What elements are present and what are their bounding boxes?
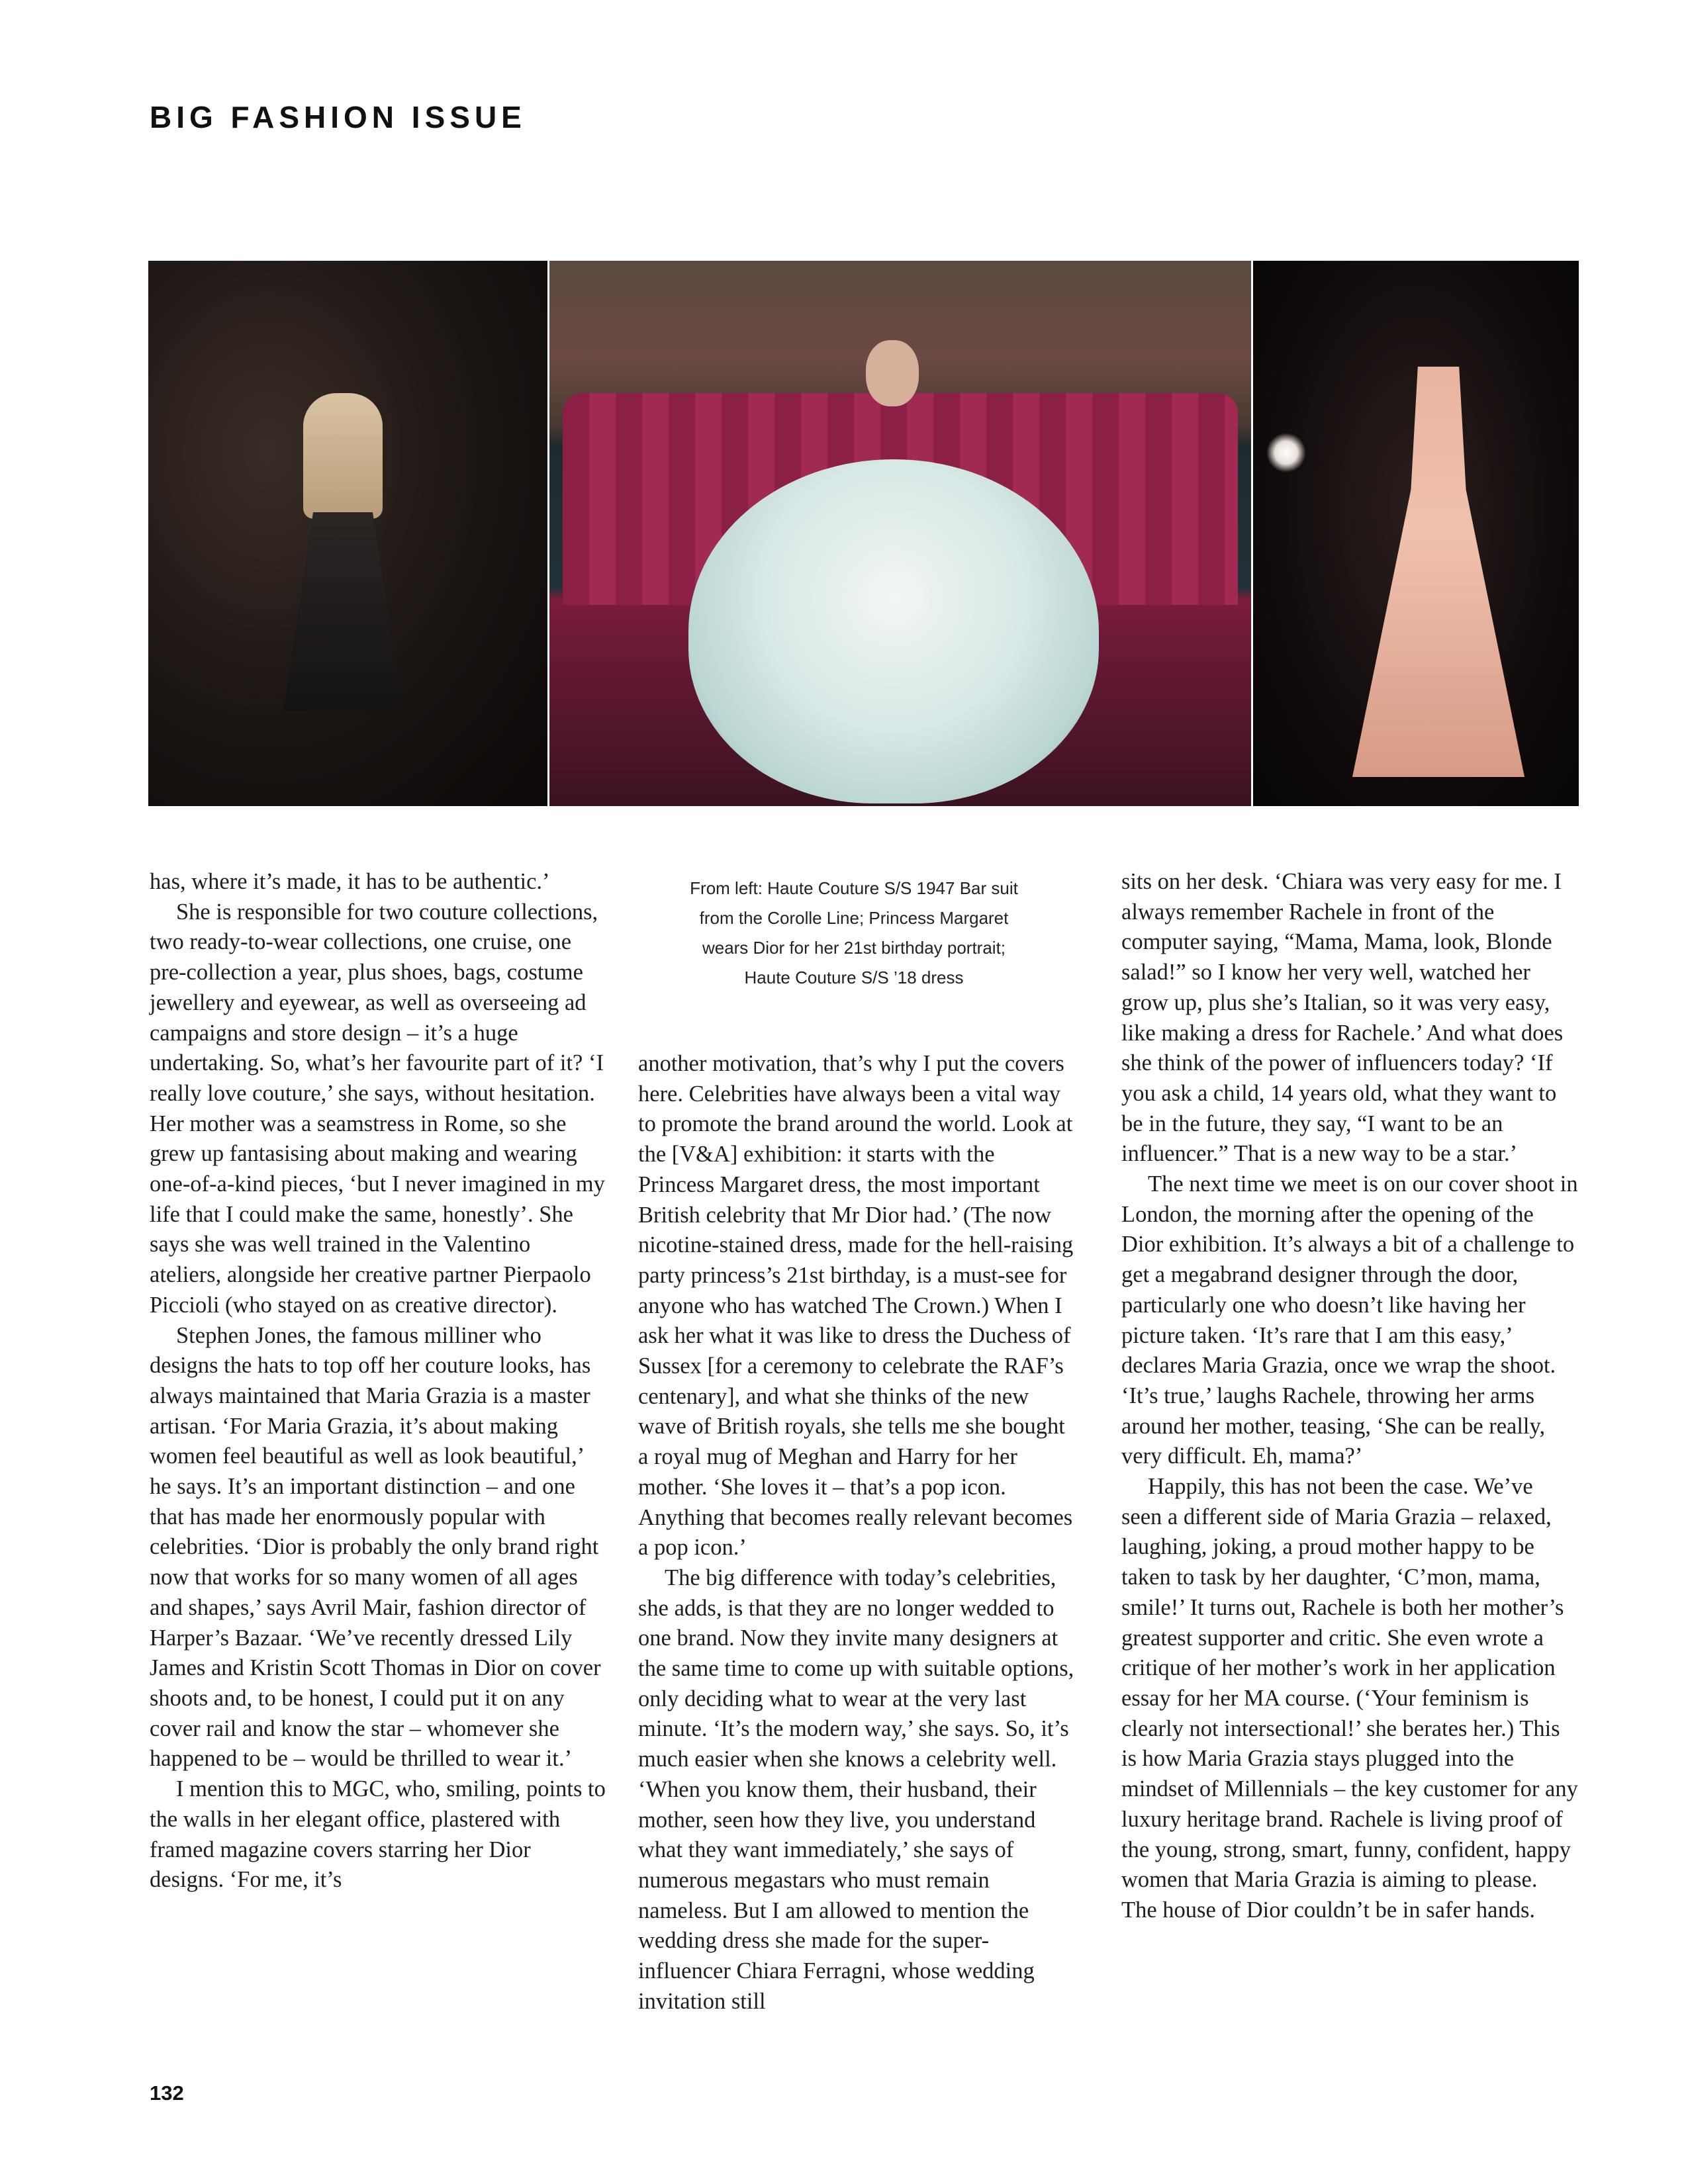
column-3-paragraph: The next time we meet is on our cover shoot in London, the morning after the opening of the Dior exhibition. It’s always a bit of a challenge to get a megabrand designer through the door, particularly one who doesn’t like having her picture taken. ‘It’s rare that I am this easy,’ declares Maria Grazia, once we wrap the shoot. ‘It’s true,’ laughs Rachele, throwing her arms around her mother, teasing, ‘She can be really, very difficult. Eh, mama?’ — [1121, 1171, 1578, 1469]
photo-princess-margaret — [549, 261, 1251, 806]
spotlight-shape — [1266, 433, 1306, 473]
column-1 — [150, 867, 606, 1895]
photo-caption — [649, 874, 1059, 993]
skirt-shape — [283, 512, 402, 711]
column-1-paragraph: I mention this to MGC, who, smiling, points to the walls in her elegant office, plastered with framed magazine covers starring her Dior designs. ‘For me, it’s — [150, 1776, 606, 1893]
caption-line: wears Dior for her 21st birthday portrait; — [702, 938, 1006, 958]
caption-line: from the Corolle Line; Princess Margaret — [699, 908, 1009, 928]
photo-bar-suit — [148, 261, 547, 806]
portrait-head-shape — [866, 340, 919, 406]
column-2-paragraph: The big difference with today’s celebrities, she adds, is that they are no longer wedded to one brand. Now they invite many designers at the same time to come up with suitable options, only deciding what to wear at the very last minute. ‘It’s the modern way,’ she says. So, it’s much easier when she knows a celebrity well. ‘When you know them, their husband, their mother, seen how they live, you understand what they want immediately,’ she says of numerous megastars who must remain nameless. But I am allowed to mention the wedding dress she made for the super-influencer Chiara Ferragni, whose wedding invitation still — [638, 1565, 1074, 2014]
column-1-paragraph: has, where it’s made, it has to be authentic.’ — [150, 869, 550, 894]
column-1-paragraph: She is responsible for two couture collections, two ready-to-wear collections, one cruise, one pre-collection a year, plus shoes, bags, costume jewellery and eyewear, as well as overseeing ad campaigns and store design – it’s a huge undertaking. So, what’s her favourite part of it? ‘I really love couture,’ she says, without hesitation. Her mother was a seamstress in Rome, so she grew up fantasising about making and wearing one-of-a-kind pieces, ‘but I never imagined in my life that I could make the same, honestly’. She says she was well trained in the Valentino ateliers, alongside her creative partner Pierpaolo Piccioli (who stayed on as creative director). — [150, 899, 605, 1318]
pink-dress-shape — [1352, 367, 1524, 777]
column-2 — [638, 1049, 1075, 2017]
column-3-paragraph: Happily, this has not been the case. We’ve seen a different side of Maria Grazia – relaxed, laughing, joking, a proud mother happy to be taken to task by her daughter, ‘C’mon, mama, smile!’ It turns out, Rachele is both her mother’s greatest supporter and critic. She even wrote a critique of her mother’s work in her application essay for her MA course. (‘Your feminism is clearly not intersectional!’ she berates her.) This is how Maria Grazia stays plugged into the mindset of Millennials – the key customer for any luxury heritage brand. Rachele is living proof of the young, strong, smart, funny, confident, happy women that Maria Grazia is aiming to please. The house of Dior couldn’t be in safer hands. — [1121, 1474, 1578, 1923]
photo-pink-dress — [1253, 261, 1579, 806]
column-3 — [1121, 867, 1578, 1926]
column-2-paragraph: another motivation, that’s why I put the covers here. Celebrities have always been a vital way to promote the brand around the world. Look at the [V&A] exhibition: it starts with the Princess Margaret dress, the most important British celebrity that Mr Dior had.’ (The now nicotine-stained dress, made for the hell-raising party princess’s 21st birthday, is a must-see for anyone who has watched The Crown.) When I ask her what it was like to dress the Duchess of Sussex [for a ceremony to celebrate the RAF’s centenary], and what she thinks of the new wave of British royals, she tells me she bought a royal mug of Meghan and Harry for her mother. ‘She loves it – that’s a pop icon. Anything that becomes really relevant becomes a pop icon.’ — [638, 1051, 1074, 1561]
caption-line: Haute Couture S/S ’18 dress — [744, 968, 964, 987]
gown-shape — [688, 459, 1099, 803]
column-3-paragraph: sits on her desk. ‘Chiara was very easy for me. I always remember Rachele in front of the computer saying, “Mama, Mama, look, Blonde salad!” so I know her very well, watched her grow up, plus she’s Italian, so it was very easy, like making a dress for Rachele.’ And what does she think of the power of influencers today? ‘If you ask a child, 14 years old, what they want to be in the future, they say, “I want to be an influencer.” That is a new way to be a star.’ — [1121, 869, 1564, 1167]
column-1-paragraph: Stephen Jones, the famous milliner who designs the hats to top off her couture looks, has always maintained that Maria Grazia is a master artisan. ‘For Maria Grazia, it’s about making women feel beautiful as well as look beautiful,’ he says. It’s an important distinction – and one that has made her enormously popular with celebrities. ‘Dior is probably the only brand right now that works for so many women of all ages and shapes,’ says Avril Mair, fashion director of Harper’s Bazaar. ‘We’ve recently dressed Lily James and Kristin Scott Thomas in Dior on cover shoots and, to be honest, I could put it on any cover rail and know the star – whomever she happened to be – would be thrilled to wear it.’ — [150, 1322, 601, 1772]
page-number: 132 — [150, 2081, 184, 2105]
section-title: BIG FASHION ISSUE — [150, 100, 526, 134]
jacket-shape — [303, 393, 383, 519]
caption-line: From left: Haute Couture S/S 1947 Bar suit — [690, 878, 1018, 898]
